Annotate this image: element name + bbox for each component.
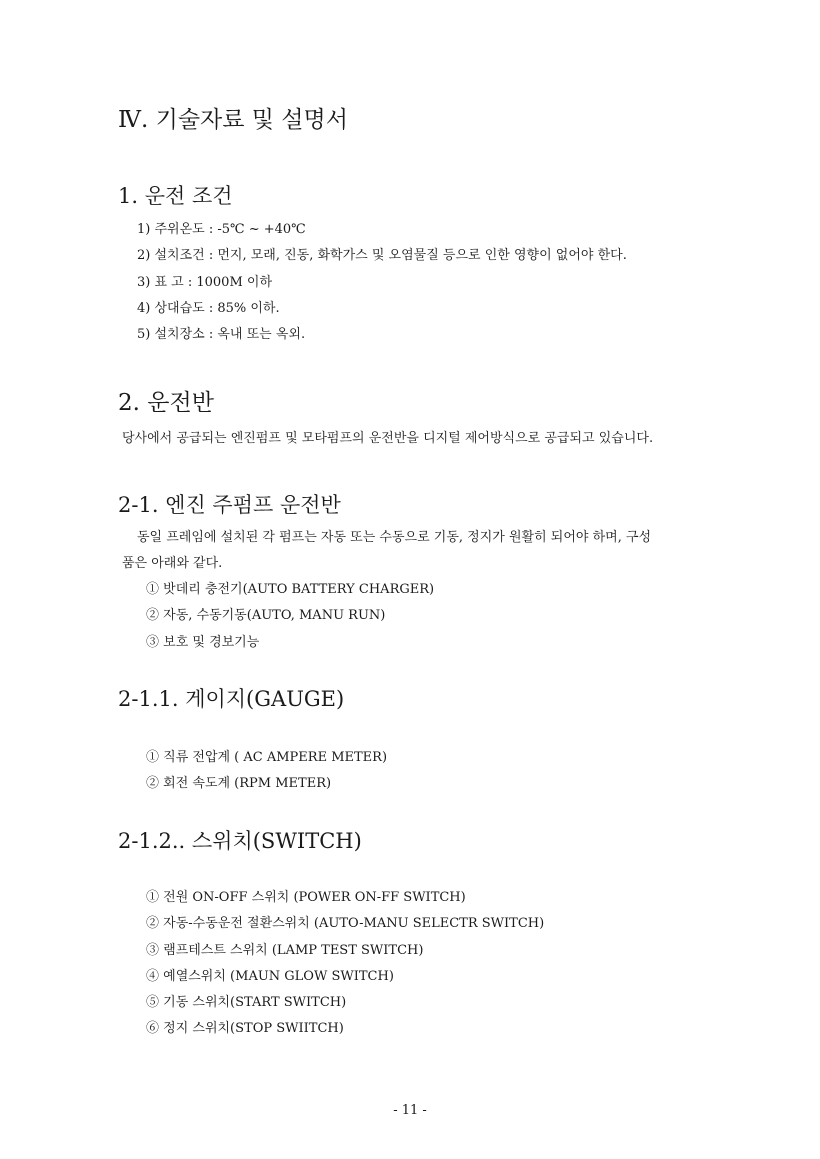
condition-item: 4) 상대습도 : 85% 이하. (137, 301, 280, 316)
switch-item: ③ 램프테스트 스위치 (LAMP TEST SWITCH) (146, 943, 424, 958)
section-title-switch: 2-1.2.. 스위치(SWITCH) (118, 829, 362, 853)
gauge-item: ① 직류 전압계 ( AC AMPERE METER) (146, 750, 388, 765)
component-item: ② 자동, 수동기동(AUTO, MANU RUN) (146, 608, 386, 623)
section-title-control-panel: 2. 운전반 (118, 390, 214, 416)
switch-item: ① 전원 ON-OFF 스위치 (POWER ON-FF SWITCH) (146, 890, 466, 905)
section-title-gauge: 2-1.1. 게이지(GAUGE) (118, 687, 345, 711)
switch-item: ④ 예열스위치 (MAUN GLOW SWITCH) (146, 969, 394, 984)
section-title-operating-conditions: 1. 운전 조건 (118, 184, 233, 208)
switch-item: ② 자동-수동운전 절환스위치 (AUTO-MANU SELECTR SWITCH) (146, 916, 545, 931)
section-paragraph: 동일 프레임에 설치된 각 펌프는 자동 또는 수동으로 기동, 정지가 원활히 되어야 하며, 구성 (137, 530, 652, 545)
gauge-item: ② 회전 속도계 (RPM METER) (146, 776, 332, 791)
condition-item: 2) 설치조건 : 먼지, 모래, 진동, 화학가스 및 오염물질 등으로 인한 영향이 없어야 한다. (137, 248, 627, 263)
section-paragraph: 품은 아래와 같다. (122, 556, 223, 571)
component-item: ① 밧데리 충전기(AUTO BATTERY CHARGER) (146, 582, 435, 597)
condition-item: 5) 설치장소 : 옥내 또는 옥외. (137, 327, 306, 342)
page-number: - 11 - (393, 1103, 427, 1118)
condition-item: 1) 주위온도 : -5℃ ~ +40℃ (137, 222, 306, 237)
section-intro: 당사에서 공급되는 엔진펌프 및 모타펌프의 운전반을 디지털 제어방식으로 공급되고 있습니다. (122, 431, 654, 446)
switch-item: ⑥ 정지 스위치(STOP SWIITCH) (146, 1021, 344, 1036)
page-title: Ⅳ. 기술자료 및 설명서 (118, 107, 348, 133)
condition-item: 3) 표 고 : 1000M 이하 (137, 275, 273, 290)
component-item: ③ 보호 및 경보기능 (146, 635, 260, 650)
section-title-engine-panel: 2-1. 엔진 주펌프 운전반 (118, 493, 341, 517)
switch-item: ⑤ 기동 스위치(START SWITCH) (146, 995, 347, 1010)
